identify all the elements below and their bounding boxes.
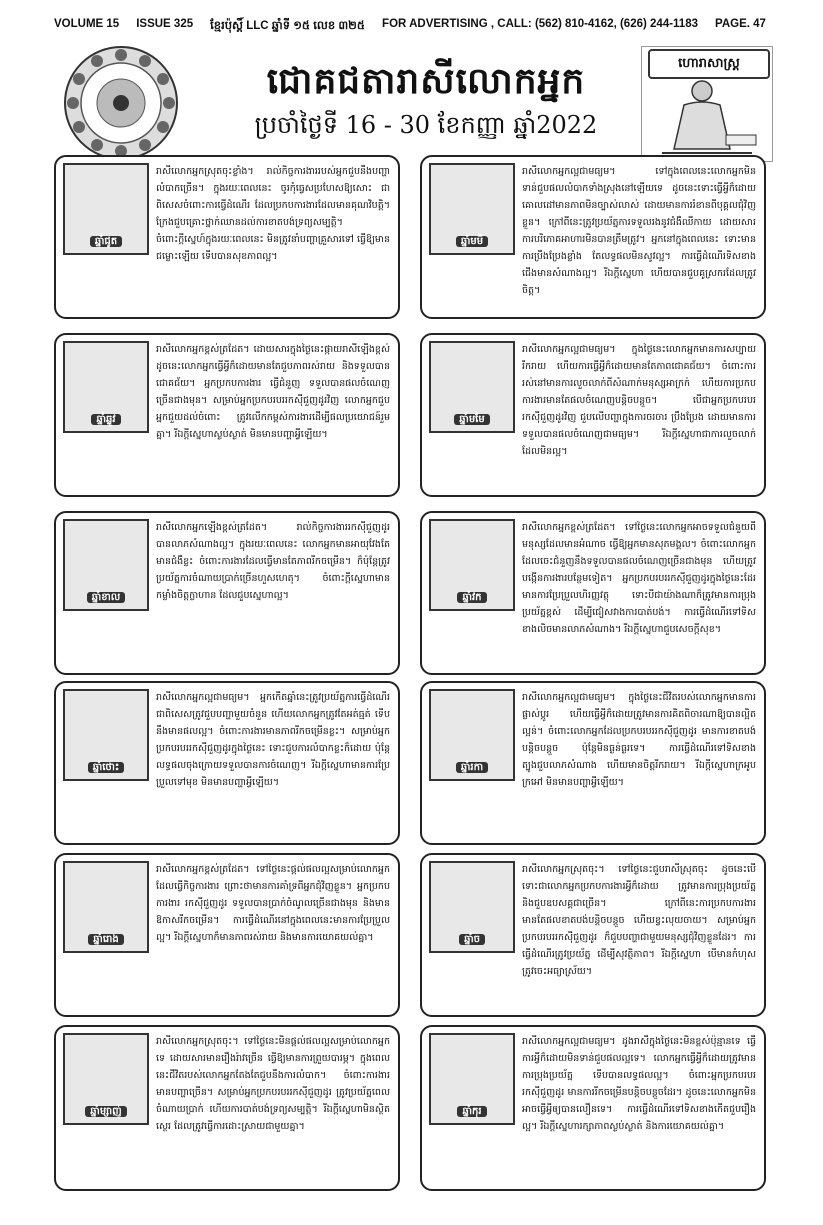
animal-name: ឆ្នាំជូត <box>90 236 122 247</box>
zodiac-wheel-icon <box>62 44 180 162</box>
zodiac-card-dog <box>420 853 766 1017</box>
volume-label: VOLUME 15 <box>54 18 120 30</box>
horoscope-text: រាសីលោកអ្នកស្រុតចុះខ្លាំង។ រាល់កិច្ចការងាររបស់អ្នកជួបនឹងបញ្ហាលំបាកច្រើន។ ក្នុងរយៈពេលនេះ ចូរកុំធ្វេសប្រហែសឱ្យសោះ ជាពិសេសចំពោះការធ្វើដំណើរ ដែលប្រកបការងារដែលមានគុណវិបត្តិ។ ក្រែងជួបគ្រោះថ្នាក់ឈានដល់ការខាតបង់ទ្រព្យសម្បត្តិ។ ចំពោះក្តីស្នេហ៍ក្នុងរយៈពេលនេះ មិនត្រូវនាំបញ្ហាគ្រួសារទៅ ធ្វើឱ្យមានជម្លោះឡើយ ទើបបានសុខភាពល្អ។ <box>156 166 390 262</box>
horoscope-text: រាសីលោកអ្នកខ្ពស់ត្រដែត។ ទៅថ្ងៃនេះផ្តល់ផលល្អសម្រាប់លោកអ្នកដែលធ្វើកិច្ចការងារ ព្រោះថាមានការគាំទ្រពីអ្នកជុំវិញខ្លួន។ អ្នកប្រកបការងារ រកស៊ីជួញដូរ ទទួលបានប្រាក់ចំណូលច្រើនជាងមុន និងមានឱកាសរីកចម្រើន។ ការធ្វើដំណើរនៅក្នុងពេលនេះមានការប្រែប្រួលល្អ។ រីឯក្តីស្នេហាក៏មានភាពរស់រាយ និងមានការយោគយល់គ្នា។ <box>156 864 390 943</box>
horoscope-text: រាសីលោកអ្នកល្អជាមធ្យម។ ដូងរាសីក្នុងថ្ងៃនេះមិនខ្ពស់ប៉ុន្មានទេ ធ្វើការអ្វីក៏ដោយមិនទាន់ជួបផលល្អទេ។ លោកអ្នកធ្វើអ្វីក៏ដោយត្រូវមានការប្រុងប្រយ័ត្ន ទើបបានលទ្ធផលល្អ។ ចំពោះអ្នកប្រកបរបររកស៊ីជួញដូរ មានការរីកចម្រើនបន្តិចបន្តួចដែរ។ ដូចនេះលោកអ្នកមិនអាចធ្វើអ្វីឲ្យបានលឿនទេ។ ការធ្វើដំណើរទៅទិសខាងកើតជួបរឿងល្អ។ រីឯក្តីស្នេហារក្សាភាពស្ងប់ស្ងាត់ និងការយោគយល់គ្នា។ <box>522 1036 756 1132</box>
horoscope-text: រាសីលោកអ្នកល្អជាមធ្យម។ ក្នុងថ្ងៃនេះលោកអ្នកមានការសប្បាយរីករាយ ហើយការធ្វើអ្វីក៏ដោយមានតែភាពជោគជ័យ។ ចំពោះការរស់នៅមានការលួចលាក់ពីសំណាក់មនុស្សអាក្រក់ ហើយការប្រកបការងារមានតែផលចំណេញបន្តិចបន្តួច។ បើជាអ្នកប្រកបរបររកស៊ីជួញដូរវិញ ជួបលើបញ្ហាក្នុងការចរចារ ប្រឹងប្រែង ដោយមានការទទួលបានផលចំណេញជាមធ្យម។ រីឯក្តីស្នេហាជាការលួចលាក់ ដែលមិនល្អ។ <box>522 344 756 457</box>
khmer-issue-label: ខ្មែរប៉ុស្តិ៍ LLC ឆ្នាំទី ១៥ លេខ ៣២៥ <box>210 20 366 32</box>
animal-name: ឆ្នាំឆ្លូវ <box>91 414 120 425</box>
zodiac-card-monkey <box>420 511 766 675</box>
horoscope-text: រាសីលោកអ្នកស្រុតចុះ។ ទៅថ្ងៃនេះជួបរាសីស្រុតចុះ ដូចនេះបើទោះជាលោកអ្នកប្រកបការងារអ្វីក៏ដោយ ត្រូវមានការប្រុងប្រយ័ត្ន និងជួបឧបសគ្គជាច្រើន។ ក្រៅពីនេះការប្រកបការងារមានតែផលខាតបង់បន្តិចបន្តួច ហើយខ្វះលុយចាយ។ សម្រាប់អ្នកប្រកបរបររកស៊ីជួញដូរ ក៏ជួបបញ្ហាជាមួយមនុស្សជុំវិញខ្លួនដែរ។ ការធ្វើដំណើរត្រូវប្រយ័ត្ន ដើម្បីសុវត្ថិភាព។ រីឯក្តីស្នេហា បើមានកំហុសត្រូវចេះអធ្យាស្រ័យ។ <box>522 864 756 977</box>
zodiac-card-dragon <box>54 853 400 1017</box>
animal-name: ឆ្នាំមមែ <box>454 414 489 425</box>
zodiac-card-horse <box>420 155 766 319</box>
monkey-icon <box>429 519 515 611</box>
top-bar <box>54 18 766 36</box>
horoscope-text: រាសីលោកអ្នកខ្ពស់ត្រដែត។ ទៅថ្ងៃនេះលោកអ្នកអាចទទួលជំនួយពីមនុស្សដែលមានអំណាច ធ្វើឱ្យអ្នកមានសុភមង្គល។ ចំពោះលោកអ្នកដែលចេះជំនួញនឹងទទួលបានផលចំណេញច្រើនជាងមុន ហើយត្រូវបង្កើនការងារបន្ថែមទៀត។ អ្នកប្រកបរបររកស៊ីជួញដូរក្នុងថ្ងៃនេះដែរ មានការប្រែប្រួលហិរញ្ញវត្ថុ ទោះបីជាយ៉ាងណាក៏ត្រូវមានការប្រុងប្រយ័ត្នខ្ពស់ ដើម្បីជៀសវាងការបាត់បង់។ ការធ្វើដំណើរទៅទិសខាងលិចមានលាភសំណាង។ រីឯក្តីស្នេហាជួបសេចក្តីសុខ។ <box>522 522 756 635</box>
horoscope-text: រាសីលោកអ្នកល្អជាមធ្យម។ ក្នុងថ្ងៃនេះជីវិតរបស់លោកអ្នកមានការផ្លាស់ប្តូរ ហើយធ្វើអ្វីក៏ដោយត្រូវមានការគិតពិចារណាឱ្យបានល្អិតល្អន់។ ចំពោះលោកអ្នកដែលប្រកបរបររកស៊ីជួញដូរ មានការខាតបង់បន្តិចបន្តួច ប៉ុន្តែមិនធ្ងន់ធ្ងរទេ។ ការធ្វើដំណើរទៅទិសខាងត្បូងជួបលាភសំណាង ហើយមានចិត្តរីករាយ។ រីឯក្តីស្នេហាក្រអូបក្រអៅ មិនមានបញ្ហាអ្វីឡើយ។ <box>522 692 756 788</box>
issue-label: ISSUE 325 <box>136 18 194 30</box>
zodiac-card-rat <box>54 155 400 319</box>
tiger-icon <box>63 519 149 611</box>
zodiac-card-rabbit <box>54 681 400 845</box>
dragon-icon <box>63 861 149 953</box>
horoscope-text: រាសីលោកអ្នកឡើងខ្ពស់ត្រដែត។ រាល់កិច្ចការងាររកស៊ីជួញដូរបានលាភសំណាងល្អ។ ក្នុងរយៈពេលនេះ លោកអ្នកមានអាយុវែងតែមានជំងឺខ្លះ ចំពោះការងារដែលធ្វើមានតែភាពរីកចម្រើន។ ក៏ប៉ុន្តែត្រូវប្រយ័ត្នការចំណាយប្រាក់ច្រើនហួសហេតុ។ ចំពោះក្តីស្នេហាមានកម្លាំងចិត្តក្លាហាន ដែលជួបស្នេហាល្អ។ <box>156 522 390 601</box>
animal-name: ឆ្នាំថោះ <box>88 762 125 773</box>
animal-name: ឆ្នាំខាល <box>87 592 126 603</box>
zodiac-card-pig <box>420 1025 766 1191</box>
badge-label: ហោរាសាស្ត្រ <box>648 49 770 79</box>
zodiac-card-snake <box>54 1025 400 1191</box>
page-title: ជោគជតារាសីលោកអ្នក <box>266 60 586 102</box>
horoscope-text: រាសីលោកអ្នកខ្ពស់ត្រដែត។ ដោយសារក្នុងថ្ងៃនេះផ្កាយរាសីឡើងខ្ពស់ ដូចនេះលោកអ្នកធ្វើអ្វីក៏ដោយមានតែជួបភាពរស់រាយ និងទទួលបានជោគជ័យ។ អ្នកប្រកបការងារ ធ្វើជំនួញ ទទួលបានផលចំណេញច្រើនជាងមុន។ សម្រាប់អ្នកប្រកបរបររកស៊ីជួញដូរវិញ លោកអ្នកជួបអ្នកជួយដល់ចំពោះ ត្រូវលើកកម្ពស់ការងារដើម្បីផលប្រយោជន៍រួមគ្នា។ រីឯក្តីស្នេហាស្ងប់ស្ងាត់ មិនមានបញ្ហាអ្វីឡើយ។ <box>156 344 390 440</box>
rat-icon <box>63 163 149 255</box>
pig-icon <box>429 1033 515 1125</box>
horoscope-text: រាសីលោកអ្នកល្អជាមធ្យម។ ទៅក្នុងពេលនេះលោកអ្នកមិនទាន់ជួបផលលំបាកទាំងស្រុងនៅឡើយទេ ដូចនេះទោះធ្វើអ្វីក៏ដោយ គោលដៅមានភាពមិនច្បាស់លាស់ ដោយមានការរំខានពីបុគ្គលជុំវិញខ្លួន។ ក្រៅពីនេះត្រូវប្រយ័ត្នការទទួលរងនូវជំងឺឈឺកាយ ដោយសារការបរិភោគអាហារមិនបានត្រឹមត្រូវ។ អ្នកនៅក្នុងពេលនេះ ទោះមានការប្រឹងប្រែងខ្លាំង តែលទ្ធផលមិនសូវល្អ។ ការធ្វើដំណើរទិសខាងជើងមានសំណាងល្អ។ រីឯក្តីស្នេហា ហើយបានជួបគូស្រករដែលត្រូវចិត្ត។ <box>522 166 756 296</box>
horoscope-text: រាសីលោកអ្នកស្រុតចុះ។ ទៅថ្ងៃនេះមិនផ្តល់ផលល្អសម្រាប់លោកអ្នកទេ ដោយសារមានរឿងរ៉ាវច្រើន ធ្វើឱ្យមានការព្រួយបារម្ភ។ ក្នុងពេលនេះជីវិតរបស់លោកអ្នកតែងតែជួបនឹងការលំបាក។ ចំពោះការងារមានបញ្ហាច្រើន។ សម្រាប់អ្នកប្រកបរបររកស៊ីជួញដូរ ត្រូវប្រយ័ត្នពេលចំណាយប្រាក់ ហើយការបាត់បង់ទ្រព្យសម្បត្តិ។ រីឯក្តីស្នេហាមិនស្ថិតស្ថេរ ដែលត្រូវធ្វើការដោះស្រាយជាមួយគ្នា។ <box>156 1036 390 1132</box>
horoscope-text: រាសីលោកអ្នកល្អជាមធ្យម។ អ្នកកើតឆ្នាំនេះត្រូវប្រយ័ត្នការធ្វើដំណើរ ជាពិសេសត្រូវជួបបញ្ហាមួយចំនួន ហើយលោកអ្នកត្រូវតែអត់ធ្មត់ ទើបនឹងមានផលល្អ។ ចំពោះការងារមានភាពរីកចម្រើនខ្លះ។ សម្រាប់អ្នកប្រកបរបររកស៊ីជួញដូរក្នុងថ្ងៃនេះ ទោះជួបការលំបាកខ្លះក៏ដោយ ប៉ុន្តែលទ្ធផលចុងក្រោយទទួលបានការចំណេញ។ រីឯក្តីស្នេហាមានការប្រែប្រួលទៅមុខ មិនមានបញ្ហាអ្វីឡើយ។ <box>156 692 390 788</box>
zodiac-card-tiger <box>54 511 400 675</box>
zodiac-card-rooster <box>420 681 766 845</box>
animal-name: ឆ្នាំរកា <box>456 762 488 773</box>
animal-name: ឆ្នាំវក <box>457 592 486 603</box>
rabbit-icon <box>63 689 149 781</box>
dog-icon <box>429 861 515 953</box>
zodiac-card-goat <box>420 333 766 497</box>
animal-name: ឆ្នាំម្សាញ់ <box>85 1106 126 1117</box>
animal-name: ឆ្នាំមមី <box>456 236 488 247</box>
astrologer-badge <box>641 46 773 162</box>
astrologer-illustration-icon <box>642 75 772 161</box>
animal-name: ឆ្នាំកុរ <box>457 1106 486 1117</box>
page-subtitle: ប្រចាំថ្ងៃទី 16 - 30 ខែកញ្ញា ឆ្នាំ2022 <box>254 111 598 139</box>
animal-name: ឆ្នាំរោង <box>88 934 123 945</box>
animal-name: ឆ្នាំច <box>459 934 485 945</box>
advertising-label: FOR ADVERTISING , CALL: (562) 810-4162, (626) 244-1183 <box>382 18 698 30</box>
ox-icon <box>63 341 149 433</box>
page-label: PAGE. 47 <box>715 18 766 30</box>
zodiac-card-ox <box>54 333 400 497</box>
snake-icon <box>63 1033 149 1125</box>
rooster-icon <box>429 689 515 781</box>
goat-icon <box>429 341 515 433</box>
horse-icon <box>429 163 515 255</box>
